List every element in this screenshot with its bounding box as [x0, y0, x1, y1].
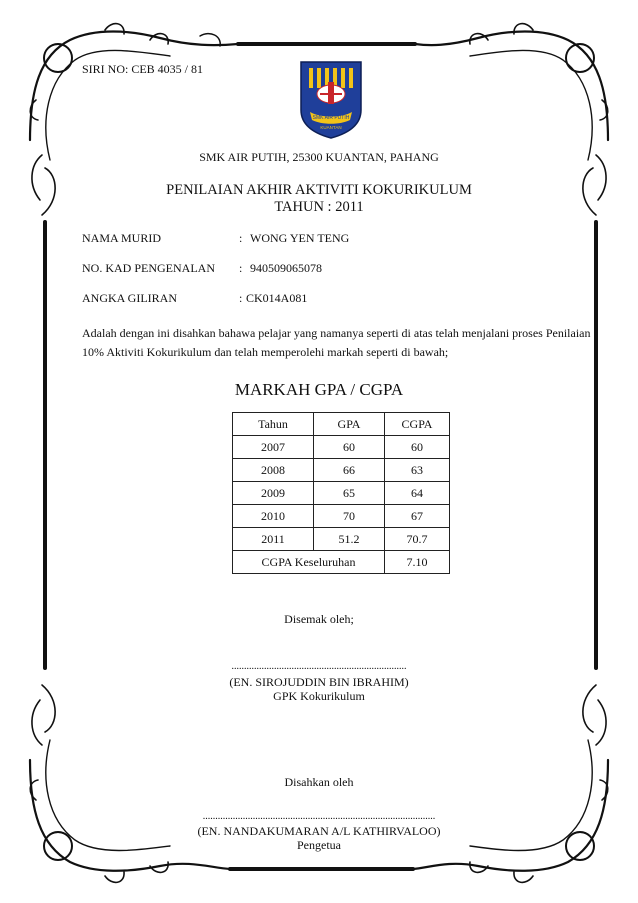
cell-gpa: 51.2 [314, 528, 385, 551]
table-row [233, 459, 450, 482]
gpa-table [232, 412, 450, 574]
student-ic-number: 940509065078 [250, 261, 322, 275]
field-label-name: NAMA MURID [82, 231, 162, 245]
student-name: WONG YEN TENG [250, 231, 350, 245]
cell-year: 2010 [233, 505, 314, 528]
cell-gpa: 66 [314, 459, 385, 482]
signer2-name: (EN. NANDAKUMARAN A/L KATHIRVALOO) [197, 824, 441, 838]
overall-cgpa-value: 7.10 [385, 551, 450, 574]
document-year: TAHUN : 2011 [274, 199, 364, 215]
table-row [233, 436, 450, 459]
header-year: Tahun [233, 413, 314, 436]
overall-cgpa-label: CGPA Keseluruhan [233, 551, 385, 574]
svg-text:KUANTAN: KUANTAN [320, 125, 342, 130]
svg-text:SMK AIR PUTIH: SMK AIR PUTIH [312, 115, 350, 121]
table-header-row [233, 413, 450, 436]
checked-by-label: Disemak oleh; [284, 612, 354, 626]
cell-cgpa: 60 [385, 436, 450, 459]
cell-cgpa: 64 [385, 482, 450, 505]
header-gpa: GPA [314, 413, 385, 436]
table-row-overall [233, 551, 450, 574]
signer1-title: GPK Kokurikulum [273, 689, 365, 703]
table-row [233, 505, 450, 528]
cell-year: 2008 [233, 459, 314, 482]
certification-paragraph: Adalah dengan ini disahkan bahawa pelajar yang namanya seperti di atas telah menjalani proses Penilaian 10% Aktiviti Kokurikulum dan telah memperolehi markah seperti di bawah; [82, 326, 591, 359]
table-row [233, 528, 450, 551]
cell-cgpa: 67 [385, 505, 450, 528]
cell-gpa: 60 [314, 436, 385, 459]
approved-by-label: Disahkan oleh [284, 775, 354, 789]
signer1-name: (EN. SIROJUDDIN BIN IBRAHIM) [229, 675, 409, 689]
gpa-section-title: MARKAH GPA / CGPA [234, 380, 404, 399]
header-cgpa: CGPA [385, 413, 450, 436]
signature-line-1: ...................................................................... [231, 661, 407, 672]
cell-gpa: 65 [314, 482, 385, 505]
field-colon: : [239, 291, 243, 305]
cell-gpa: 70 [314, 505, 385, 528]
field-colon: : [239, 261, 243, 275]
cell-cgpa: 63 [385, 459, 450, 482]
document-title: PENILAIAN AKHIR AKTIVITI KOKURIKULUM [166, 182, 472, 198]
cell-year: 2009 [233, 482, 314, 505]
cell-year: 2011 [233, 528, 314, 551]
field-colon: : [239, 231, 243, 245]
signer2-title: Pengetua [297, 838, 341, 852]
cell-cgpa: 70.7 [385, 528, 450, 551]
cell-year: 2007 [233, 436, 314, 459]
school-crest-logo [298, 60, 364, 140]
field-label-index: ANGKA GILIRAN [82, 291, 177, 305]
school-address: SMK AIR PUTIH, 25300 KUANTAN, PAHANG [199, 150, 439, 164]
field-label-ic: NO. KAD PENGENALAN [82, 261, 215, 275]
student-index-number: CK014A081 [246, 291, 308, 305]
table-row [233, 482, 450, 505]
serial-number: SIRI NO: CEB 4035 / 81 [82, 62, 204, 76]
signature-line-2: ............................................................................................. [202, 811, 436, 822]
